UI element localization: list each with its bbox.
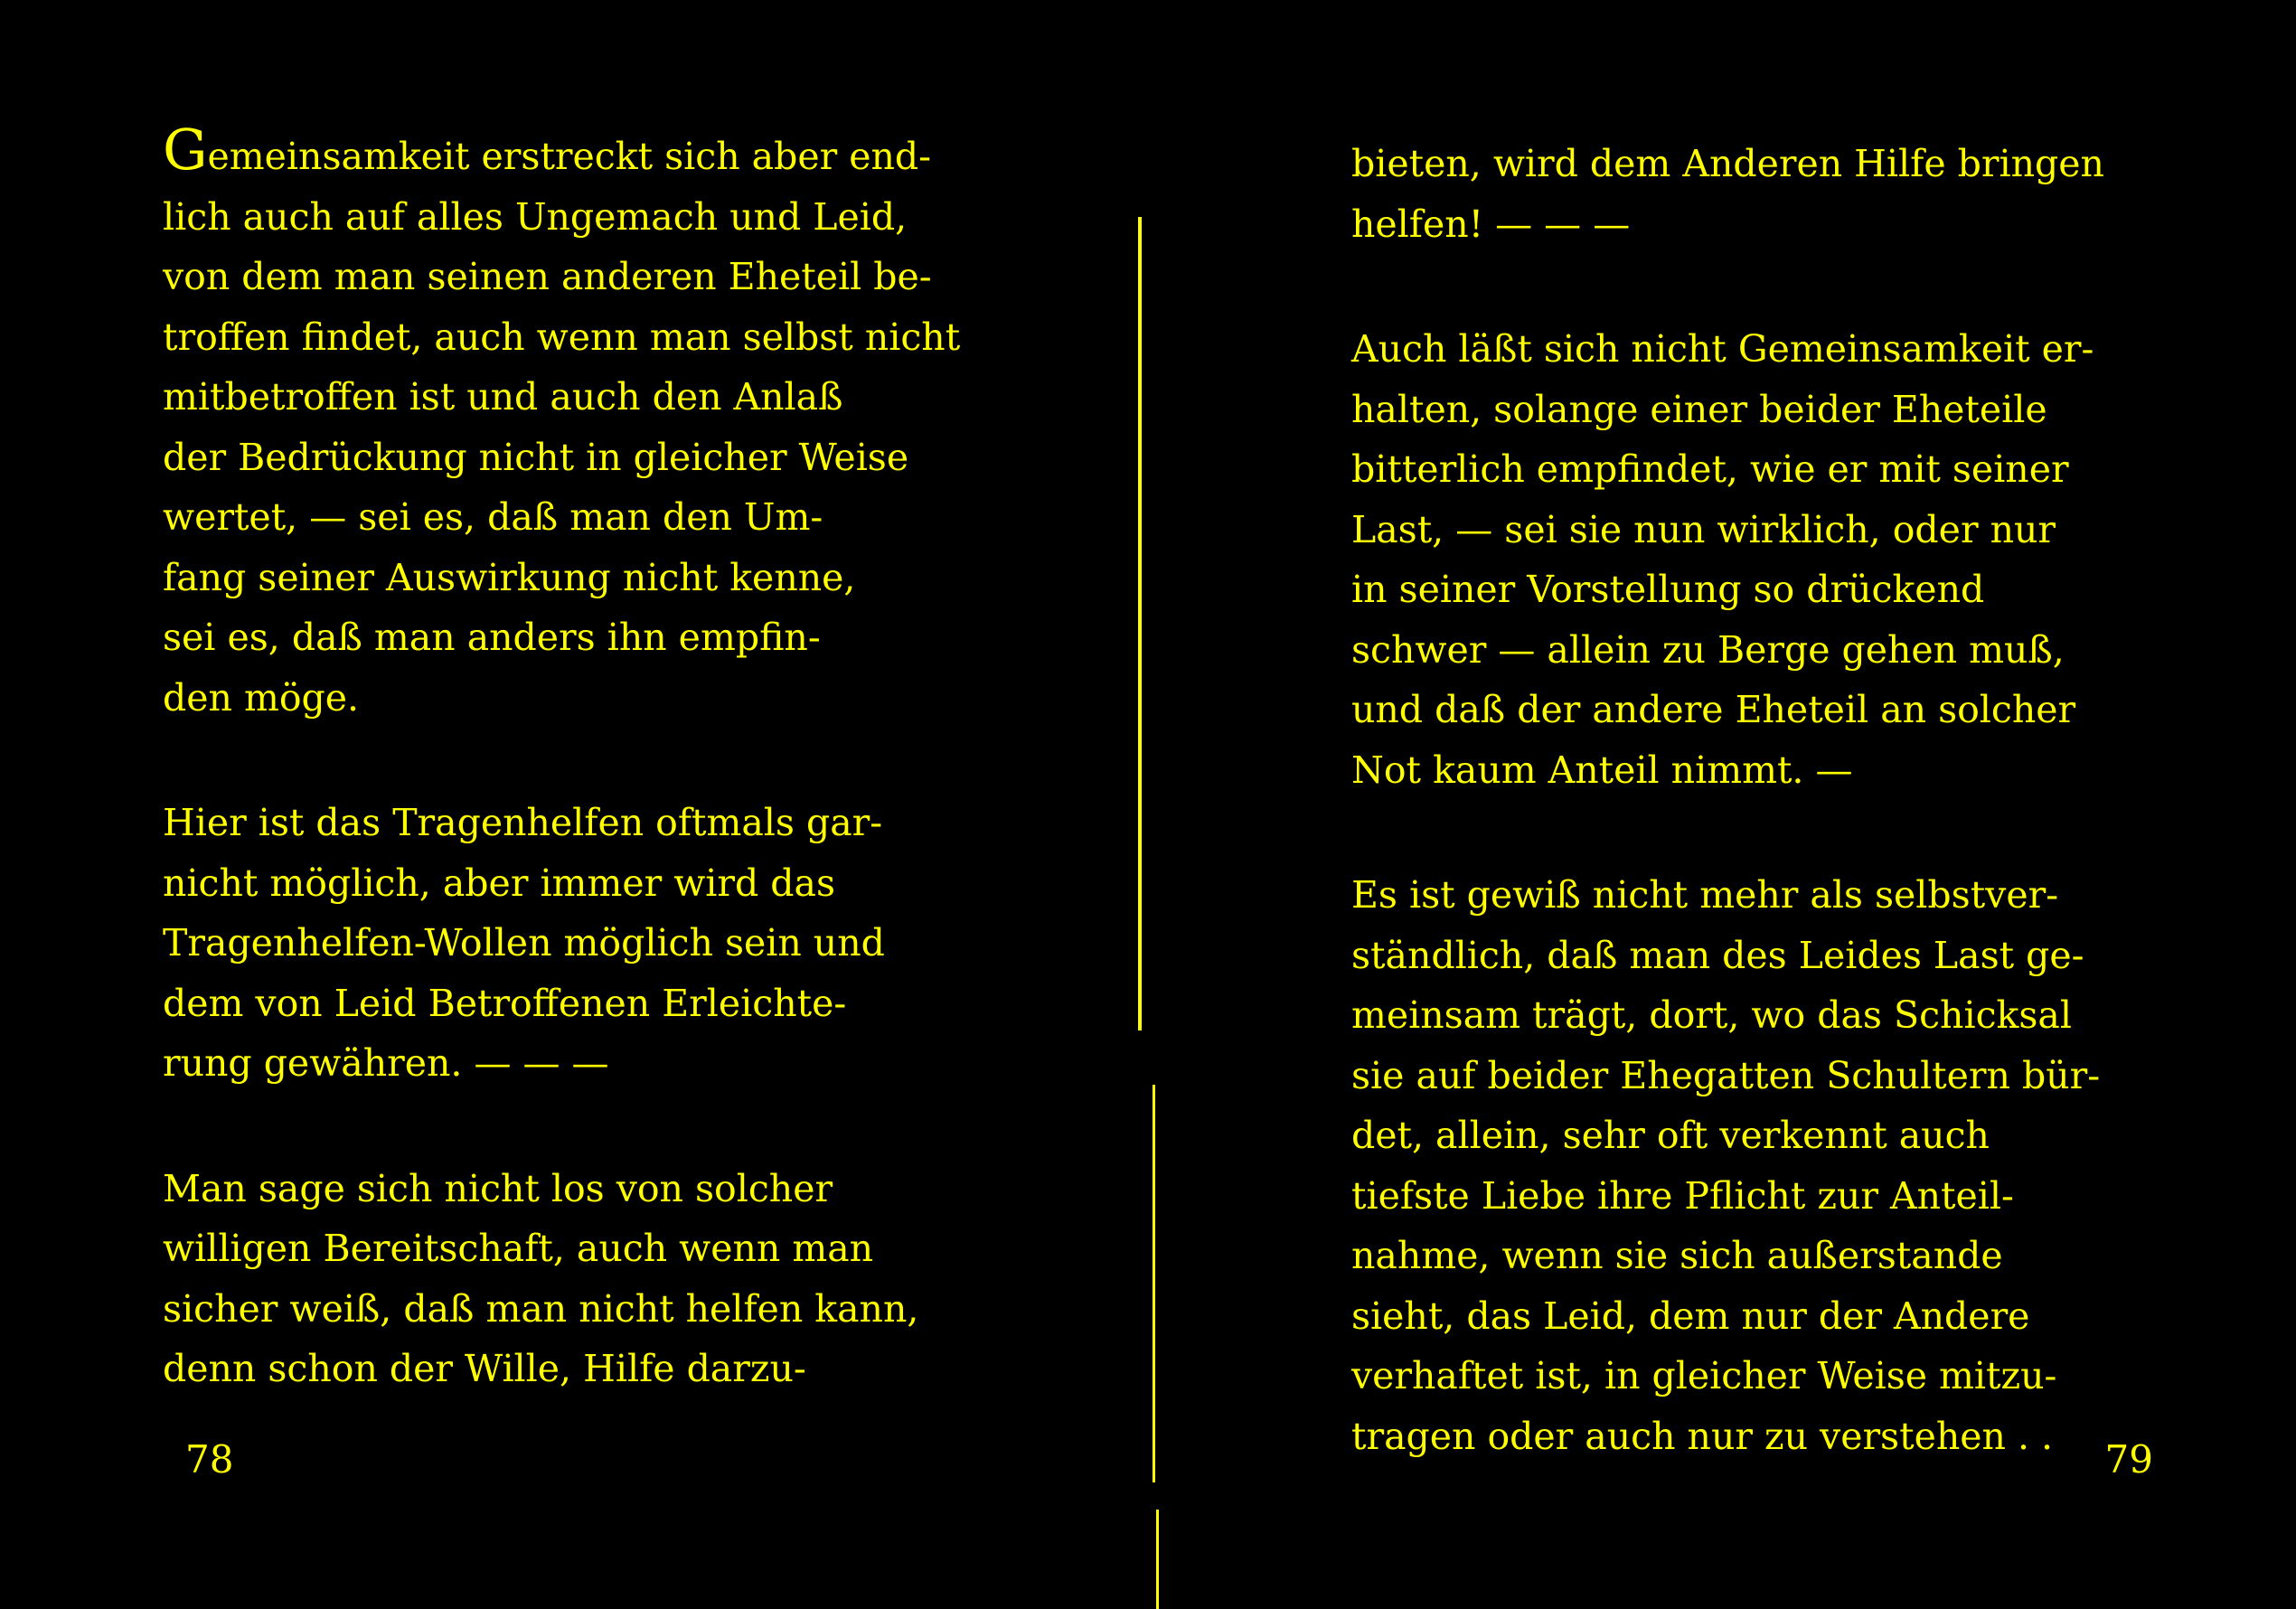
right-page — [1148, 0, 2296, 1609]
left-page-text — [163, 117, 963, 1399]
page-number: 78 — [185, 1437, 234, 1482]
right-page-text — [1351, 134, 2151, 1466]
paragraph — [163, 117, 963, 728]
paragraph-text: emeinsamkeit erstreckt sich aber end- lich auch auf alles Ungemach und Leid, von dem man seinen anderen Eheteil be- troffen findet, auch wenn man selbst nicht mitbetroffen ist und auch den Anlaß der Bedrückung nicht in gleicher Weise wertet, — sei es, daß man den Um- fang seiner Auswirkung nicht kenne, sei es, daß man anders ihn empfin- den möge. — [163, 135, 961, 720]
paragraph: Auch läßt sich nicht Gemeinsamkeit er- halten, solange einer beider Eheteile bitterlich empfindet, wie er mit seiner Last, — sei sie nun wirklich, oder nur in seiner Vorstellung so drückend schwer — allein zu Berge gehen muß, und daß der andere Eheteil an solcher Not kaum Anteil nimmt. — — [1351, 327, 2094, 792]
drop-cap: G — [163, 117, 208, 183]
paragraph: Hier ist das Tragenhelfen oftmals gar- nicht möglich, aber immer wird das Tragenhelfen-Wollen möglich sein und dem von Leid Betroffenen Erleichte- rung gewähren. — — — — [163, 801, 885, 1085]
page-number: 79 — [2104, 1437, 2153, 1482]
paragraph: bieten, wird dem Anderen Hilfe bringen helfen! — — — — [1351, 142, 2104, 246]
paragraph: Man sage sich nicht los von solcher willigen Bereitschaft, auch wenn man sicher weiß, daß man nicht helfen kann, denn schon der Wille, Hilfe darzu- — [163, 1166, 919, 1390]
gutter-line — [1138, 217, 1142, 1030]
paragraph: Es ist gewiß nicht mehr als selbstver- ständlich, daß man des Leides Last ge- meinsam trägt, dort, wo das Schicksal sie auf beider Ehegatten Schultern bür- det, allein, sehr oft verkennt auch tiefste Liebe ihre Pflicht zur Anteil- nahme, wenn sie sich außerstande sieht, das Leid, dem nur der Andere verhaftet ist, in gleicher Weise mitzu- tragen oder auch nur zu verstehen . . — [1351, 873, 2101, 1458]
